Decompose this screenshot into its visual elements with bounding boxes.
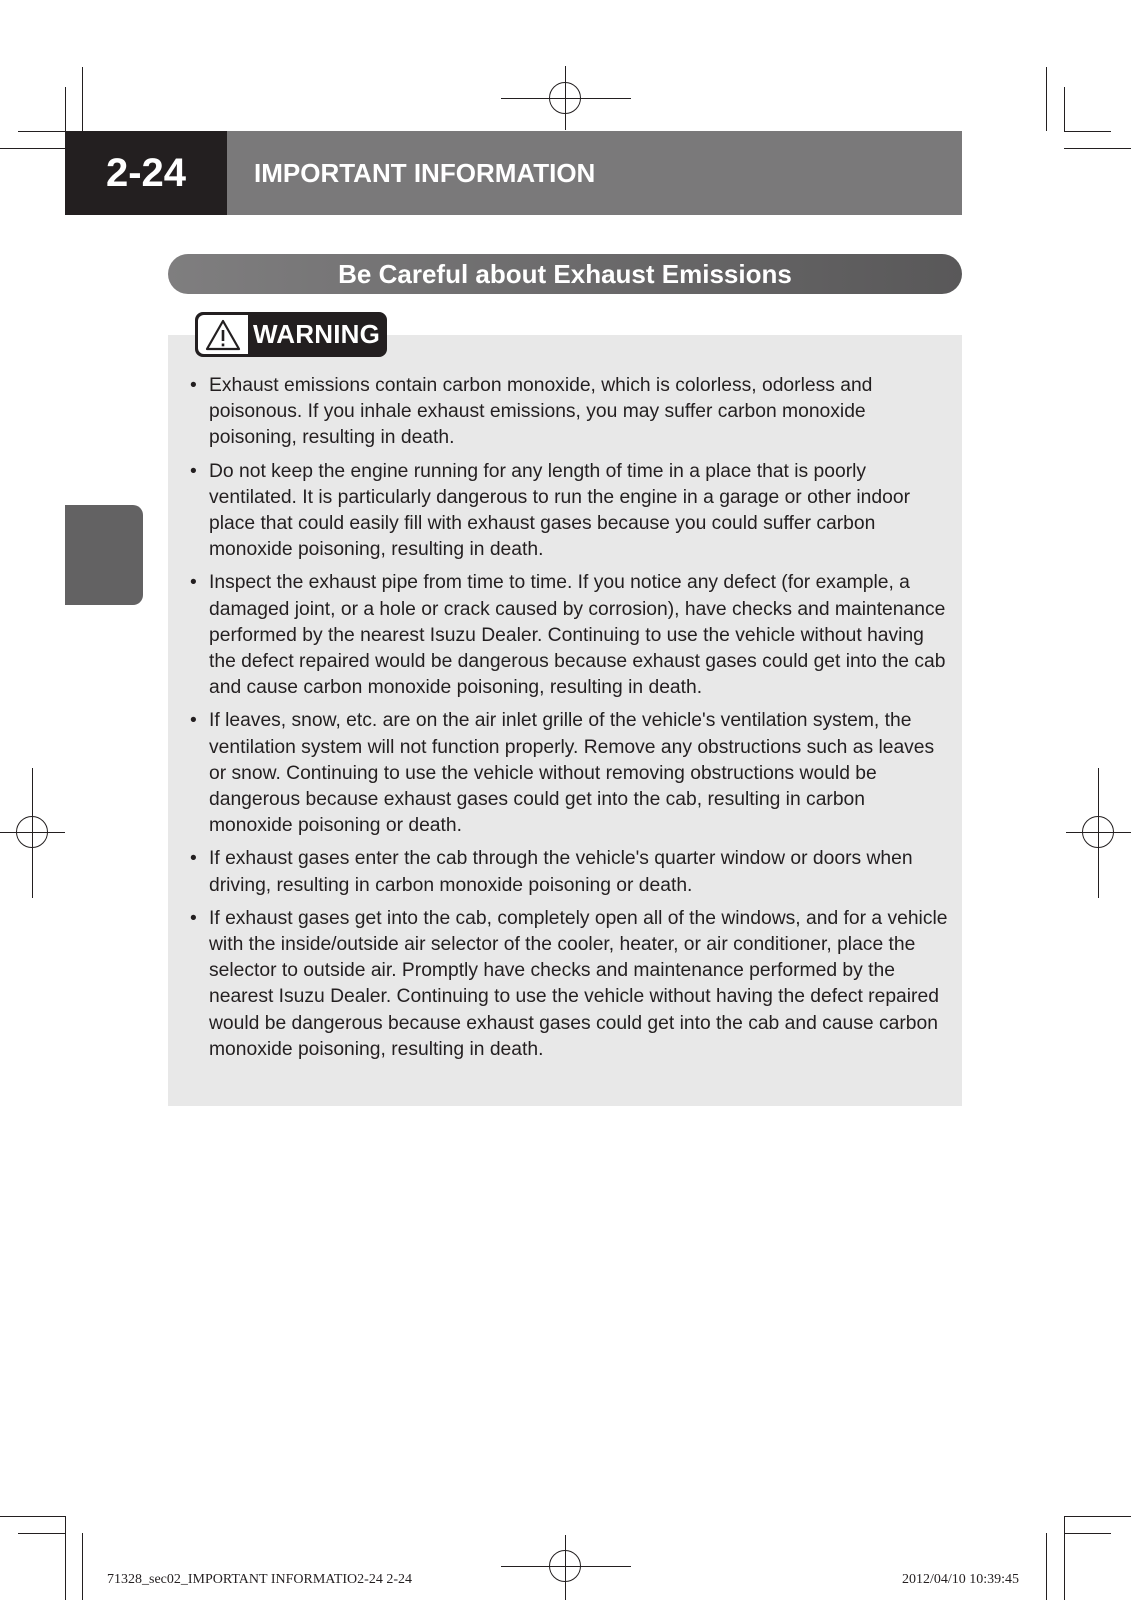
list-item: • If exhaust gases get into the cab, completely open all of the windows, and for a vehicle with the inside/outside air selector of the cooler, heater, or air conditioner, place the selector to outside air. Promptly have checks and maintenance performed by the nearest Isuzu Dealer. Continuing to use the vehicle without having the defect repaired would be dangerous because exhaust gases could get into the cab and cause carbon monoxide poisoning, resulting in death. bbox=[190, 907, 948, 1060]
registration-circle bbox=[16, 816, 48, 848]
footer-timestamp: 2012/04/10 10:39:45 bbox=[902, 1572, 1020, 1587]
crop-mark bbox=[0, 1516, 65, 1517]
crop-mark bbox=[65, 87, 66, 131]
crop-mark bbox=[0, 148, 65, 149]
crop-mark bbox=[82, 1533, 83, 1600]
page-number: 2-24 bbox=[65, 131, 227, 215]
registration-circle bbox=[1082, 816, 1114, 848]
warning-triangle-icon bbox=[198, 315, 248, 354]
crop-mark bbox=[1064, 1516, 1131, 1517]
chapter-title: IMPORTANT INFORMATION bbox=[254, 157, 596, 188]
footer-file-info: 71328_sec02_IMPORTANT INFORMATIO2-24 2-24 bbox=[107, 1572, 412, 1587]
section-title: Be Careful about Exhaust Emissions bbox=[168, 254, 962, 294]
crop-mark bbox=[1046, 1533, 1047, 1600]
warning-list bbox=[190, 373, 950, 1070]
registration-circle bbox=[549, 1550, 581, 1582]
list-item: • If exhaust gases enter the cab through the vehicle's quarter window or doors when driving, resulting in carbon monoxide poisoning or death. bbox=[190, 848, 913, 896]
crop-mark bbox=[1064, 131, 1111, 132]
list-item-text: If exhaust gases enter the cab through the vehicle's quarter window or doors when driving, resulting in carbon monoxide poisoning or death. bbox=[209, 848, 913, 896]
list-item: • Exhaust emissions contain carbon monoxide, which is colorless, odorless and poisonous. If you inhale exhaust emissions, you may suffer carbon monoxide poisoning, resulting in death. bbox=[190, 375, 873, 449]
list-item-text: Inspect the exhaust pipe from time to time. If you notice any defect (for example, a damaged joint, or a hole or crack caused by corrosion), have checks and maintenance performed by the nearest Isuzu Dealer. Continuing to use the vehicle without having the defect repaired would be dangerous because exhaust gases could get into the cab and cause carbon monoxide poisoning, resulting in death. bbox=[209, 572, 946, 699]
chapter-title-bar bbox=[227, 131, 962, 215]
crop-mark bbox=[65, 1516, 66, 1600]
registration-circle bbox=[549, 82, 581, 114]
list-item: • If leaves, snow, etc. are on the air inlet grille of the vehicle's ventilation system, the ventilation system will not function properly. Remove any obstructions such as leaves or snow. Continuing to use the vehicle without removing obstructions would be dangerous because exhaust gases could get into the cab, resulting in carbon monoxide poisoning or death. bbox=[190, 710, 935, 837]
crop-mark bbox=[18, 1533, 65, 1534]
crop-mark bbox=[1064, 148, 1131, 149]
list-item-text: If leaves, snow, etc. are on the air inlet grille of the vehicle's ventilation system, the ventilation system will not function properly. Remove any obstructions such as leaves or snow. Continuing to use the vehicle without removing obstructions would be dangerous because exhaust gases could get into the cab, resulting in carbon monoxide poisoning or death. bbox=[209, 710, 935, 837]
list-item: • Do not keep the engine running for any length of time in a place that is poorly ventilated. It is particularly dangerous to run the engine in a garage or other indoor place that could easily fill with exhaust gases because you could suffer carbon monoxide poisoning, resulting in death. bbox=[190, 460, 910, 561]
crop-mark bbox=[1064, 1533, 1111, 1534]
list-item: • Inspect the exhaust pipe from time to time. If you notice any defect (for example, a damaged joint, or a hole or crack caused by corrosion), have checks and maintenance performed by the nearest Isuzu Dealer. Continuing to use the vehicle without having the defect repaired would be dangerous because exhaust gases could get into the cab and cause carbon monoxide poisoning, resulting in death. bbox=[190, 572, 946, 699]
warning-label-text: WARNING bbox=[253, 319, 381, 349]
crop-mark bbox=[1046, 67, 1047, 131]
list-item-text: If exhaust gases get into the cab, completely open all of the windows, and for a vehicle with the inside/outside air selector of the cooler, heater, or air conditioner, place the selector to outside air. Promptly have checks and maintenance performed by the nearest Isuzu Dealer. Continuing to use the vehicle without having the defect repaired would be dangerous because exhaust gases could get into the cab and cause carbon monoxide poisoning, resulting in death. bbox=[209, 907, 948, 1060]
crop-mark bbox=[1064, 1516, 1065, 1600]
chapter-side-tab bbox=[65, 505, 143, 605]
warning-label bbox=[195, 312, 387, 357]
crop-mark bbox=[1064, 87, 1065, 131]
crop-mark bbox=[82, 67, 83, 131]
list-item-text: Exhaust emissions contain carbon monoxide, which is colorless, odorless and poisonous. If you inhale exhaust emissions, you may suffer carbon monoxide poisoning, resulting in death. bbox=[209, 375, 873, 449]
crop-mark bbox=[18, 131, 65, 132]
list-item-text: Do not keep the engine running for any length of time in a place that is poorly ventilated. It is particularly dangerous to run the engine in a garage or other indoor place that could easily fill with exhaust gases because you could suffer carbon monoxide poisoning, resulting in death. bbox=[209, 460, 910, 561]
